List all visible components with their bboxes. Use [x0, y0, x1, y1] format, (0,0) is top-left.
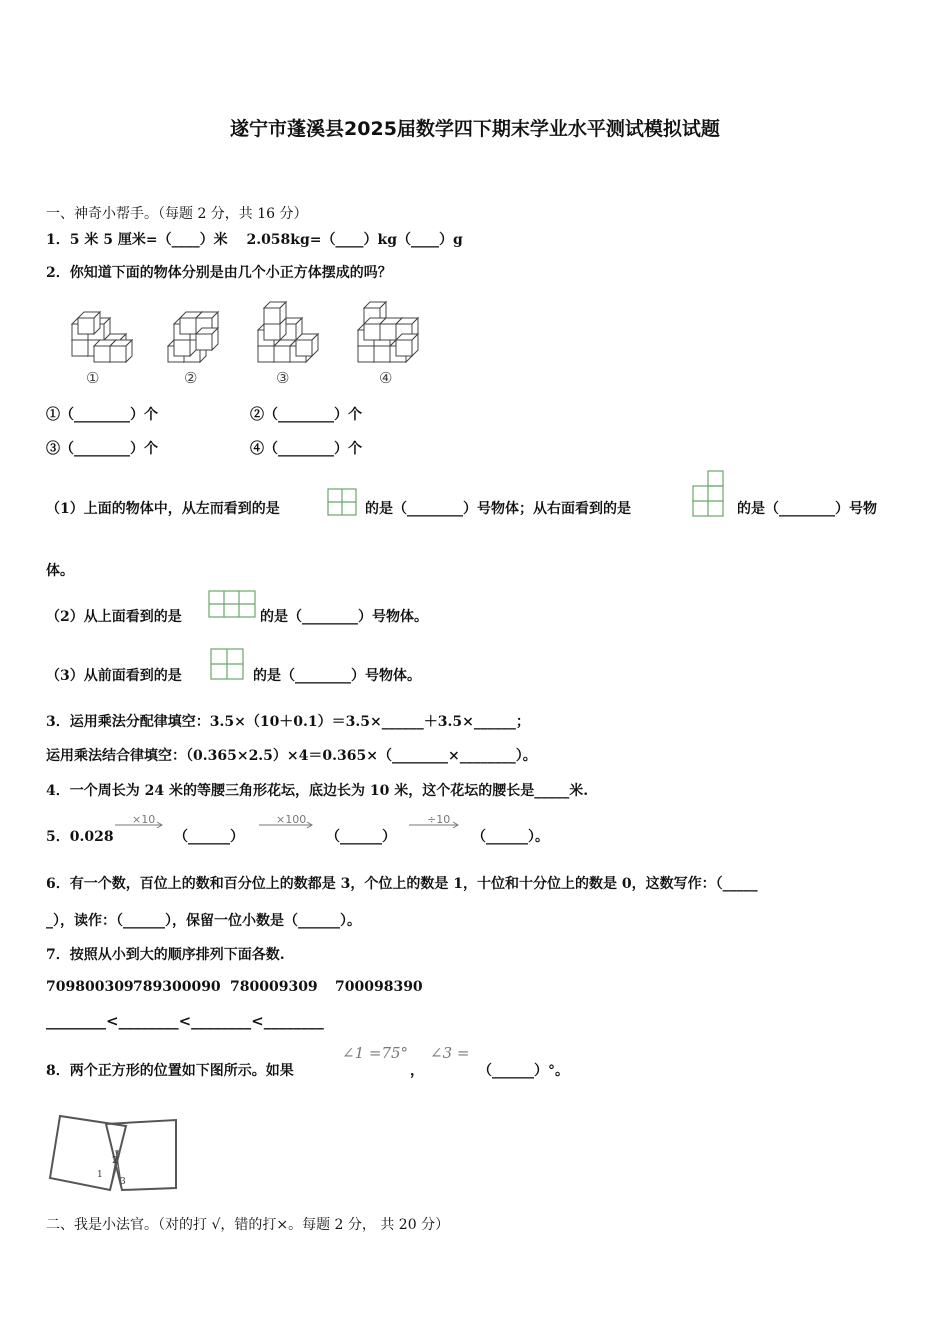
left-view-icon — [327, 488, 359, 518]
blank-q5-2[interactable]: （______） — [326, 829, 396, 845]
sub-question-1-a: （1）上面的物体中，从左而看到的是 — [46, 501, 280, 517]
cube-figure-label-3: ③ — [276, 369, 290, 387]
figure-angle-label-1: 1 — [97, 1170, 103, 1180]
blank-q5-1[interactable]: （______） — [174, 829, 244, 845]
blank-figure-2[interactable]: ②（________）个 — [250, 407, 362, 423]
question-3-line-1: 3．运用乘法分配律填空：3.5×（10＋0.1）＝3.5×______＋3.5×______； — [46, 714, 530, 730]
cube-figure-label-1: ① — [86, 369, 100, 387]
page-title: 遂宁市蓬溪县2025届数学四下期末学业水平测试模拟试题 — [230, 118, 720, 140]
section-1-heading: 一、神奇小帮手。（每题 2 分，共 16 分） — [46, 206, 308, 222]
angle-3-label: ∠3 = — [430, 1044, 470, 1062]
sub-question-1-c: 的是（________）号物 — [737, 501, 877, 517]
operator-times-10: ×10 — [132, 813, 156, 826]
top-view-icon — [208, 590, 258, 620]
cube-figure-2 — [168, 312, 218, 362]
sub-question-1-b: 的是（________）号物体；从右面看到的是 — [365, 501, 631, 517]
right-view-icon — [692, 470, 726, 518]
angle-1-value: ∠1 =75° — [342, 1044, 409, 1062]
operator-divide-10: ÷10 — [427, 813, 451, 826]
question-5-start: 5．0.028 — [46, 829, 114, 845]
cube-figure-label-2: ② — [184, 369, 198, 387]
operator-times-100: ×100 — [276, 813, 307, 826]
question-6-line-2: _），读作：（______），保留一位小数是（______）。 — [46, 913, 361, 929]
cube-figure-1 — [72, 312, 132, 362]
sub-question-3-b: 的是（________）号物体。 — [253, 668, 421, 684]
arrow-right-icon — [258, 820, 316, 830]
number-4: 700098390 — [335, 979, 423, 995]
question-8-start: 8．两个正方形的位置如下图所示。如果 — [46, 1063, 294, 1079]
sub-question-2-a: （2）从上面看到的是 — [46, 609, 182, 625]
blank-q5-3[interactable]: （______）。 — [472, 829, 549, 845]
number-1: 709800309 — [46, 979, 134, 995]
question-3-line-2: 运用乘法结合律填空：（0.365×2.5）×4＝0.365×（________×________）。 — [46, 748, 537, 764]
front-view-icon — [210, 648, 246, 682]
number-2: 789300090 — [133, 979, 221, 995]
blank-figure-4[interactable]: ④（________）个 — [250, 441, 362, 457]
arrow-right-icon — [408, 820, 462, 830]
arrow-right-icon — [114, 820, 166, 830]
order-answer-line[interactable]: ________<________<________<________ — [46, 1012, 324, 1030]
number-3: 780009309 — [230, 979, 318, 995]
question-7: 7．按照从小到大的顺序排列下面各数. — [46, 947, 285, 963]
cube-figure-3 — [258, 302, 318, 362]
figure-angle-label-3: 3 — [120, 1177, 126, 1187]
question-4: 4．一个周长为 24 米的等腰三角形花坛，底边长为 10 米，这个花坛的腰长是_____米. — [46, 783, 589, 799]
blank-figure-3[interactable]: ③（________）个 — [46, 441, 158, 457]
cube-figure-4 — [358, 302, 418, 362]
question-1: 1．5 米 5 厘米=（____）米 2.058kg=（____）kg（____）g — [46, 232, 463, 248]
blank-q8[interactable]: （______）°。 — [478, 1063, 569, 1079]
question-6-line-1: 6．有一个数，百位上的数和百分位上的数都是 3，个位上的数是 1，十位和十分位上的数是 0，这数写作：（_____ — [46, 876, 758, 892]
sub-question-3-a: （3）从前面看到的是 — [46, 668, 182, 684]
figure-angle-label-2: 2 — [112, 1156, 118, 1166]
section-2-heading: 二、我是小法官。（对的打 √，错的打×。每题 2 分， 共 20 分） — [46, 1217, 450, 1233]
blank-figure-1[interactable]: ①（________）个 — [46, 407, 158, 423]
cube-figure-label-4: ④ — [379, 369, 393, 387]
two-squares-figure — [46, 1110, 186, 1196]
sub-question-1-d: 体。 — [46, 563, 74, 579]
question-2: 2．你知道下面的物体分别是由几个小正方体摆成的吗？ — [46, 265, 392, 281]
sub-question-2-b: 的是（________）号物体。 — [260, 609, 428, 625]
q8-comma: ， — [410, 1063, 424, 1079]
